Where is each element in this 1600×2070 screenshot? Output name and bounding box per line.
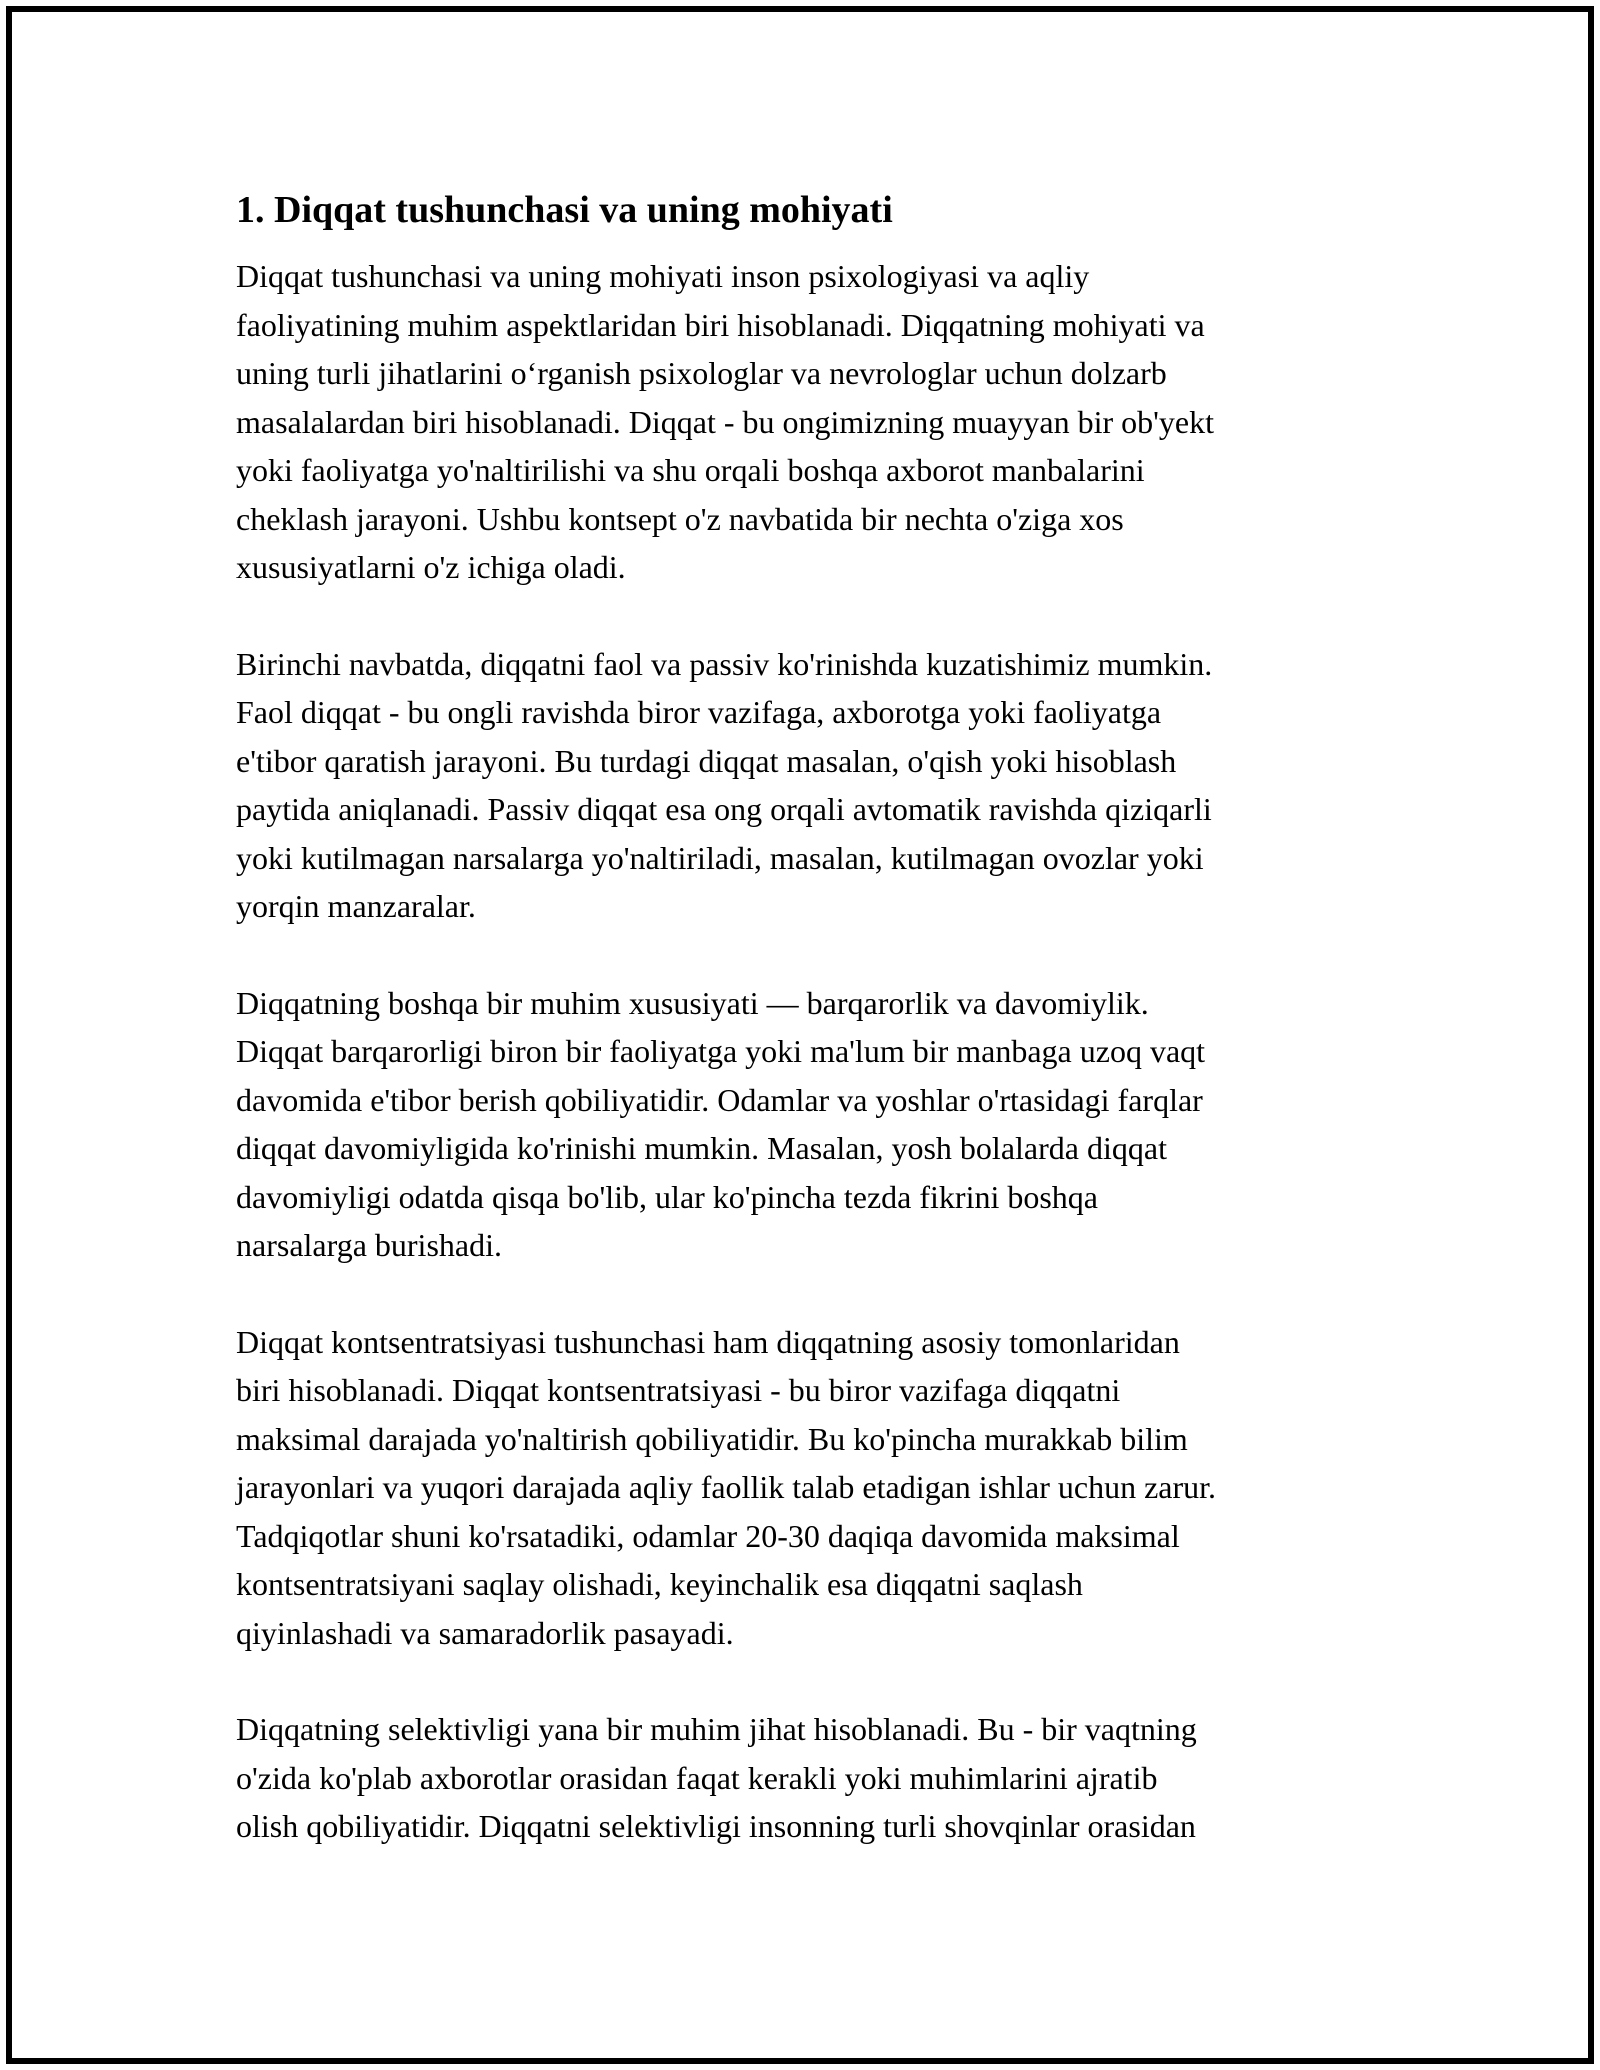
text-line: cheklash jarayoni. Ushbu kontsept o'z navbatida bir nechta o'ziga xos [236,500,1124,537]
text-line: maksimal darajada yo'naltirish qobiliyatidir. Bu ko'pincha murakkab bilim [236,1420,1188,1457]
text-line: o'zida ko'plab axborotlar orasidan faqat kerakli yoki muhimlarini ajratib [236,1759,1158,1796]
text-line: kontsentratsiyani saqlay olishadi, keyinchalik esa diqqatni saqlash [236,1566,1083,1602]
text-line: olish qobiliyatidir. Diqqatni selektivligi insonning turli shovqinlar orasidan [236,1808,1196,1844]
text-line: Diqqat tushunchasi va uning mohiyati inson psixologiyasi va aqliy [236,258,1090,294]
text-line: Faol diqqat - bu ongli ravishda biror vazifaga, axborotga yoki faoliyatga [236,694,1162,730]
text-line: davomida e'tibor berish qobiliyatidir. Odamlar va yoshlar o'rtasidagi farqlar [236,1081,1203,1118]
paragraph-stability [236,979,1366,1270]
text-line: Birinchi navbatda, diqqatni faol va passiv ko'rinishda kuzatishimiz mumkin. [236,645,1213,682]
text-line: Diqqat barqarorligi biron bir faoliyatga yoki ma'lum bir manbaga uzoq vaqt [236,1033,1206,1069]
text-line: uning turli jihatlarini o‘rganish psixologlar va nevrologlar uchun dolzarb [236,355,1167,391]
text-line: yoki faoliyatga yo'naltirilishi va shu orqali boshqa axborot manbalarini [236,452,1145,488]
text-line: biri hisoblanadi. Diqqat kontsentratsiyasi - bu biror vazifaga diqqatni [236,1372,1121,1408]
text-line: yorqin manzaralar. [236,888,476,924]
text-line: Diqqat kontsentratsiyasi tushunchasi ham diqqatning asosiy tomonlaridan [236,1323,1180,1360]
text-line: davomiyligi odatda qisqa bo'lib, ular ko'pincha tezda fikrini boshqa [236,1178,1098,1215]
text-line: jarayonlari va yuqori darajada aqliy faollik talab etadigan ishlar uchun zarur. [236,1469,1217,1505]
paragraph-active-passive [236,640,1366,931]
text-line: Diqqatning selektivligi yana bir muhim jihat hisoblanadi. Bu - bir vaqtning [236,1711,1197,1747]
paragraph-selectivity [236,1705,1366,1851]
document-body [236,186,1366,1899]
paragraph-concentration [236,1318,1366,1658]
text-line: Diqqatning boshqa bir muhim xususiyati — barqarorlik va davomiylik. [236,984,1149,1021]
paragraph-definition [236,252,1366,592]
text-line: narsalarga burishadi. [236,1227,502,1263]
text-line: faoliyatining muhim aspektlaridan biri hisoblanadi. Diqqatning mohiyati va [236,306,1205,343]
text-line: diqqat davomiyligida ko'rinishi mumkin. Masalan, yosh bolalarda diqqat [236,1130,1167,1166]
section-heading: 1. Diqqat tushunchasi va uning mohiyati [236,189,893,231]
text-line: masalalardan biri hisoblanadi. Diqqat - bu ongimizning muayyan bir ob'yekt [236,403,1214,440]
text-line: xususiyatlarni o'z ichiga oladi. [236,549,626,585]
text-line: e'tibor qaratish jarayoni. Bu turdagi diqqat masalan, o'qish yoki hisoblash [236,742,1177,779]
text-line: yoki kutilmagan narsalarga yo'naltiriladi, masalan, kutilmagan ovozlar yoki [236,839,1204,876]
text-line: Tadqiqotlar shuni ko'rsatadiki, odamlar 20-30 daqiqa davomida maksimal [236,1517,1180,1554]
text-line: qiyinlashadi va samaradorlik pasayadi. [236,1614,734,1651]
text-line: paytida aniqlanadi. Passiv diqqat esa ong orqali avtomatik ravishda qiziqarli [236,791,1212,827]
